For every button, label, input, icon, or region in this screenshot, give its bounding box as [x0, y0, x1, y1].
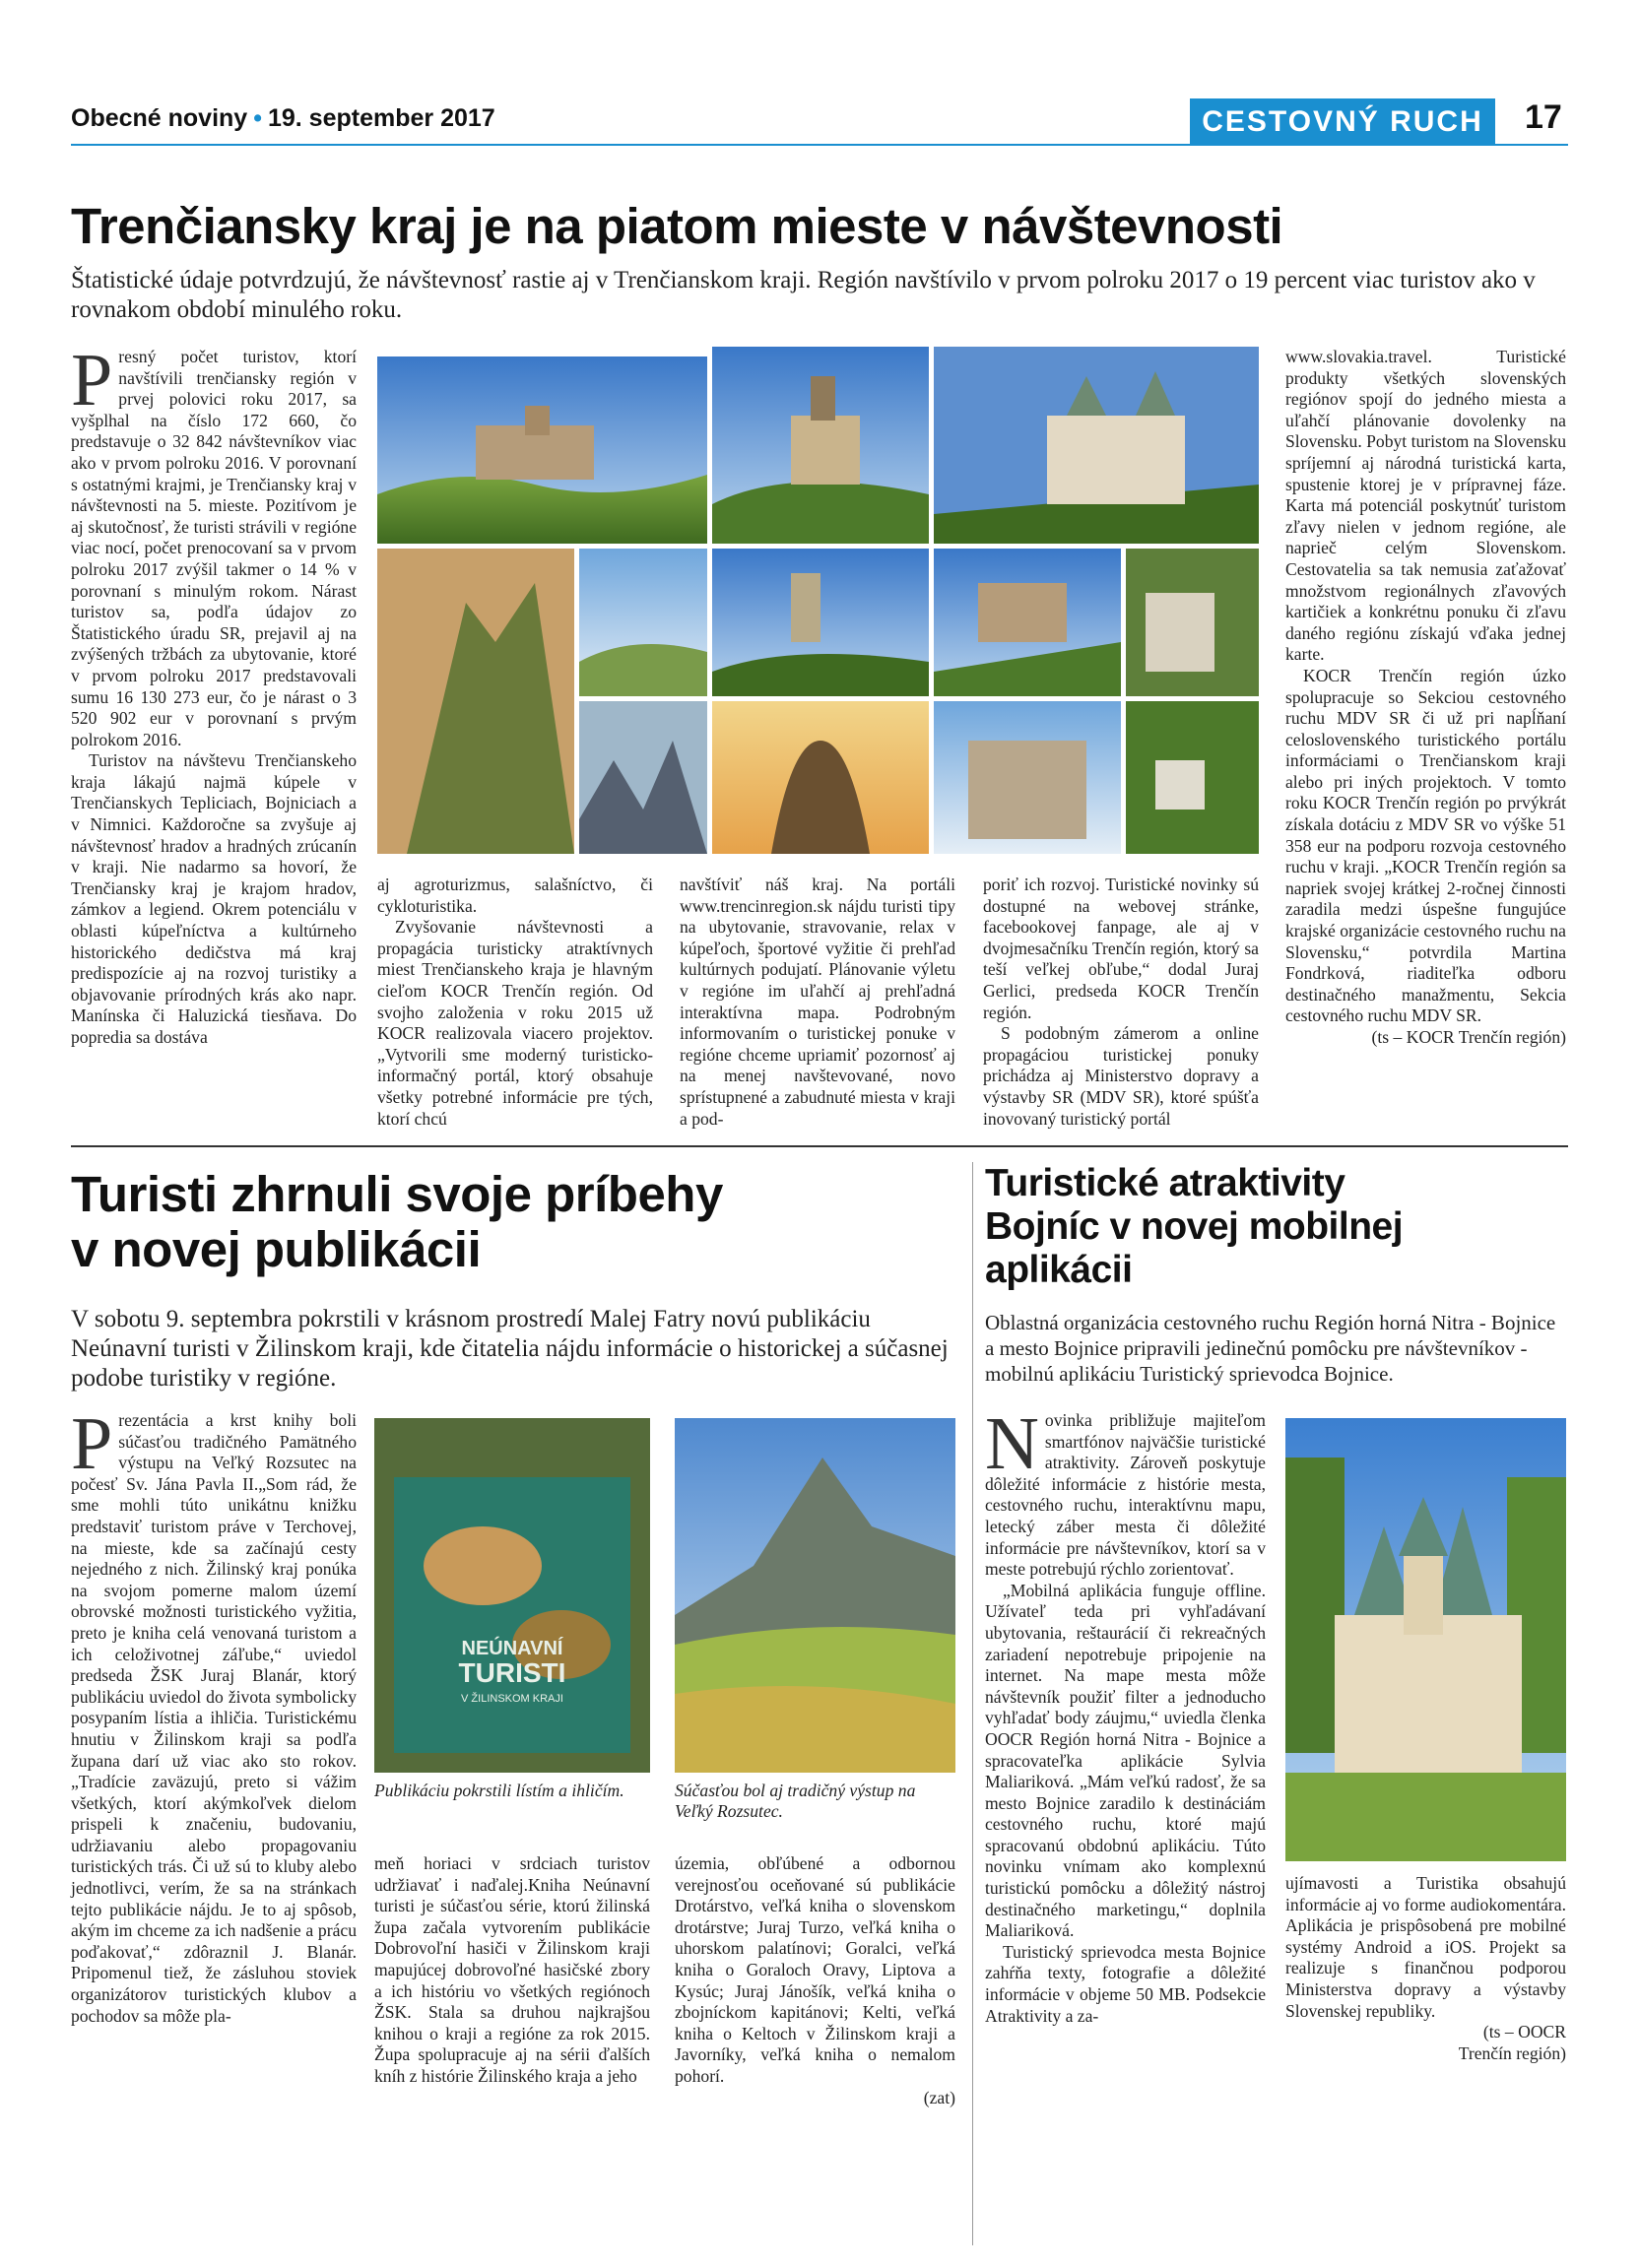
bullet-icon: • [253, 104, 262, 132]
paragraph: navštíviť náš kraj. Na portáli www.trencinregion.sk nájdu turisti tipy na ubytovanie, stravovanie, relax v kúpeľoch, športové vyžitie či prehľad kultúrnych podujatí. Plánovanie výletu v regióne im uľahčí aj prehľadná interaktívna mapa. Podrobným informovaním o turistickej ponuke v regióne chceme upriamiť pozornosť aj na menej navštevované, novo sprístupnené a zabudnuté miesta v kraji a pod- [680, 875, 955, 1129]
column-rule [972, 1162, 973, 2245]
paragraph: KOCR Trenčín región úzko spolupracuje so Sekciou cestovného ruchu MDV SR či už pri napĺňaní celoslovenského turistického portálu informáciami o Trenčianskom kraji alebo pri iných projektoch. V tomto roku KOCR Trenčín región po prvýkrát získala dotáciu z MDV SR vo výške 51 358 eur na podporu rozvoja cestovného ruchu v kraji. „KOCR Trenčín región sa napriek svojej krátkej 2-ročnej činnosti zaradila medzi úspešne fungujúce krajské organizácie cestovného ruchu na Slovensku,“ potvrdila Martina Fondrková, riaditeľka odboru destinačného manažmentu, Sekcia cestovného ruchu MDV SR. [1285, 665, 1566, 1026]
article2-column-2 [374, 1853, 650, 2237]
article3-signature: (ts – OOCR [1482, 2022, 1566, 2042]
book-photo [374, 1418, 650, 1773]
article1-column-4 [983, 875, 1259, 1129]
article2-lead: V sobotu 9. septembra pokrstili v krásnom prostredí Malej Fatry novú publikáciu Neúnavní turisti v Žilinskom kraji, kde čitatelia nájdu informácie o historickej a súčasnej podobe turistiky v regióne. [71, 1306, 949, 1392]
title-line: Bojníc v novej mobilnej [985, 1205, 1404, 1248]
article3-signature: Trenčín región) [1458, 2042, 1566, 2063]
article1-lead: Štatistické údaje potvrdzujú, že návštevnosť rastie aj v Trenčianskom kraji. Región navštívilo v prvom polroku 2017 o 19 percent viac turistov ako v rovnakom období minulého roku. [71, 267, 1536, 323]
paragraph: Turistov na návštevu Trenčianskeho kraja lákajú najmä kúpele v Trenčianskych Tepliciach, Bojniciach a v Nimnici. Každoročne sa zvyšuje aj návštevnosť hradov a hradných zrúcanín v kraji. Nie nadarmo sa hovorí, že Trenčiansky kraj je krajom hradov, zámkov a legiend. Okrem potenciálu v oblasti kúpeľníctva a kultúrneho historického dedičstva má kraj predispozície aj na rozvoj turistiky a objavovanie prírodných krás ako napr. Manínska či Haluzická tiesňava. Do popredia sa dostáva [71, 750, 357, 1047]
article2-title [71, 1167, 723, 1277]
paragraph: S podobným zámerom a online propagáciou turistickej ponuky prichádza aj Ministerstvo dopravy a výstavby SR (MDV SR), ktoré spúšťa inovovaný turistický portál [983, 1023, 1259, 1129]
paragraph: aj agroturizmus, salašníctvo, či cykloturistika. [377, 875, 653, 916]
bojnice-castle-photo [1285, 1418, 1566, 1861]
section-label: CESTOVNÝ RUCH [1190, 98, 1495, 146]
paragraph: Turistický sprievodca mesta Bojnice zahŕňa texty, fotografie a dôležité informácie v objeme 50 MB. Podsekcie Atraktivity a za- [985, 1941, 1266, 2026]
book-title-line: NEÚNAVNÍ [461, 1638, 563, 1659]
book-title-line: TURISTI [458, 1657, 566, 1688]
page-number: 17 [1525, 98, 1562, 136]
title-line: Turisti zhrnuli svoje príbehy [71, 1166, 723, 1222]
paragraph: rezentácia a krst knihy boli súčasťou tradičného Pamätného výstupu na Veľký Rozsutec na počesť Sv. Jána Pavla II.„Som rád, že sme mohli túto unikátnu knižku predstaviť turistom práve v Terchovej, na mieste, kde sa začínajú cesty nejedného z nich. Žilinský kraj ponúka na svojom pomerne malom území obrovské možnosti turistického vyžitia, preto je kniha celá venovaná turistom a ich celoživotnej záľube,“ uviedol predseda ŽSK Juraj Blanár, ktorý publikáciu uviedol do života symbolicky posypaním lístia a ihličia. Turistickému hnutiu v Žilinskom kraji sa podľa župana darí už viac ako sto rokov. „Tradície zaväzujú, preto si vážim všetkých, ktorí akýmkoľvek dielom prispeli k značeniu, budovaniu, udržiavaniu alebo propagovaniu turistických trás. Či už sú to kluby alebo jednotlivci, verím, že sa na stránkach tejto publikácie nájdu. Je to aj spôsob, akým im chceme za ich nadšenie a prácu poďakovať,“ zdôraznil J. Blanár. Pripomenul tiež, že zásluhou stoviek organizátorov turistických klubov a pochodov sa môže pla- [71, 1410, 357, 2026]
title-line: aplikácii [985, 1249, 1133, 1291]
photo-caption-right: Súčasťou bol aj tradičný výstup na Veľký Rozsutec. [675, 1781, 916, 1821]
dropcap: N [985, 1402, 1039, 1485]
article2-column-1 [71, 1402, 357, 2237]
dropcap: P [71, 1402, 113, 1485]
castle-photo-collage [377, 347, 1259, 859]
article3-column-1 [985, 1402, 1266, 2237]
header-rule [71, 144, 1568, 146]
paragraph: www.slovakia.travel. Turistické produkty všetkých slovenských regiónov spojí do jedného miesta a uľahčí plánovanie dovolenky na Slovensku. Pobyt turistom na Slovensku spríjemní aj národná turistická karta, spustenie ktorej je v prípravnej fáze. Karta má potenciál poskytnúť turistom zľavy nielen v jednom regióne, ale naprieč celým Slovenskom. Cestovatelia sa tak nemusia zaťažovať množstvom regionálnych zľavových kartičiek a konkrétnu ponuku či zľavu daného regiónu získajú vďaka jednej karte. [1285, 347, 1566, 665]
mountain-hike-photo [675, 1418, 955, 1773]
paragraph: územia, obľúbené a odbornou verejnosťou oceňované sú publikácie Drotárstvo, veľká kniha o slovenskom drotárstve; Juraj Turzo, veľká kniha o uhorskom palatínovi; Goralci, veľká kniha o Goraloch Oravy, Liptova a Kysúc; Juraj Jánošík, veľká kniha o zbojníckom kapitánovi; Kelti, veľká kniha o Keltoch v Žilinskom kraji a Javorníky, veľká kniha o nemalom pohorí. [675, 1853, 955, 2086]
book-title-line: V ŽILINSKOM KRAJI [461, 1693, 563, 1705]
article1-column-5 [1285, 347, 1566, 1134]
article1-title: Trenčiansky kraj je na piatom mieste v návštevnosti [71, 198, 1283, 254]
article3-lead: Oblastná organizácia cestovného ruchu Región horná Nitra - Bojnice a mesto Bojnice pripravili jedinečnú pomôcku pre návštevníkov - mobilnú aplikáciu Turistický sprievodca Bojnice. [985, 1311, 1556, 1386]
article2-signature: (zat) [923, 2087, 955, 2107]
paragraph: „Mobilná aplikácia funguje offline. Užívateľ teda pri vyhľadávaní ubytovania, reštaurácií či rekreačných zariadení nepotrebuje pripojenie na internet. Na mape mesta môže návštevník použiť filter a jednoducho vyhľadať body záujmu,“ uviedla členka OOCR Región horná Nitra - Bojnice a spracovateľka aplikácie Sylvia Maliariková. „Mám veľkú radosť, že sa mesto Bojnice zaradilo k destináciám cestovného ruchu, ktoré majú spracovanú obdobnú aplikáciu. Túto novinku vnímam ako komplexnú turistickú pomôcku a dôležitý nástroj destinačného marketingu,“ doplnila Maliariková. [985, 1580, 1266, 1941]
article1-signature: (ts – KOCR Trenčín región) [1371, 1027, 1566, 1047]
title-line: Turistické atraktivity [985, 1162, 1345, 1204]
dropcap: P [71, 339, 113, 421]
paragraph: Zvyšovanie návštevnosti a propagácia turisticky atraktívnych miest Trenčianskeho kraja je hlavným cieľom KOCR Trenčín región. Od svojho založenia v roku 2015 už KOCR realizovala viacero projektov. „Vytvorili sme moderný turisticko-informačný portál, ktorý obsahuje všetky potrebné informácie pre tých, ktorí chcú [377, 917, 653, 1129]
section-divider [71, 1145, 1568, 1147]
paragraph: poriť ich rozvoj. Turistické novinky sú dostupné na webovej stránke, facebookovej fanpage, ale aj v dvojmesačníku Trenčín región, ktorý sa teší veľkej obľube,“ dodal Juraj Gerlici, predseda KOCR Trenčín región. [983, 875, 1259, 1022]
paragraph: ujímavosti a Turistika obsahujú informácie aj vo forme audiokomentára. Aplikácia je prispôsobená pre mobilné systémy Android a iOS. Projekt sa realizuje s finančnou podporou Ministerstva dopravy a výstavby Slovenskej republiky. [1285, 1873, 1566, 2021]
photo-caption-left: Publikáciu pokrstili lístím a ihličím. [374, 1781, 624, 1800]
article1-column-3 [680, 875, 955, 1129]
paper-name: Obecné noviny [71, 104, 248, 132]
article3-title [985, 1162, 1403, 1292]
article3-column-2 [1285, 1873, 1566, 2237]
paragraph: resný počet turistov, ktorí navštívili trenčiansky región v prvej polovici roku 2017, sa vyšplhal na číslo 172 660, čo predstavuje o 32 842 návštevníkov viac ako v prvom polroku 2016. V porovnaní s ostatnými krajmi, je Trenčiansky kraj v návštevnosti na 5. mieste. Pozitívom je aj skutočnosť, že turisti strávili v regióne viac nocí, počet prenocovaní sa v prvom polroku 2017 zvýšil takmer o 14 % v porovnaní s minulým rokom. Nárast turistov sa, podľa údajov zo Štatistického úradu SR, prejavil aj na zvýšených tržbách za ubytovanie, ktoré v prvom polroku 2017 predstavovali sumu 16 130 273 eur, čo je nárast o 3 520 902 eur v porovnaní s prvým polrokom 2016. [71, 347, 357, 749]
article1-column-2 [377, 875, 653, 1129]
issue-date: 19. september 2017 [267, 104, 495, 132]
article1-column-1 [71, 339, 357, 1115]
paragraph: ovinka približuje majiteľom smartfónov najväčšie turistické atraktivity. Zároveň poskytuje dôležité informácie z histórie mesta, cestovného ruchu, interaktívnu mapu, letecký záber mesta či dôležité informácie pre návštevníkov, ktorí sa v meste potrebujú rýchlo zorientovať. [985, 1410, 1266, 1580]
article2-column-3 [675, 1853, 955, 2237]
title-line: v novej publikácii [71, 1221, 482, 1277]
paragraph: meň horiaci v srdciach turistov udržiavať i naďalej.Kniha Neúnavní turisti je súčasťou série, ktorú žilinská župa začala vytvorením publikácie Dobrovoľní hasiči v Žilinskom kraji mapujúcej dobrovoľné hasičské zbory a ich históriu vo všetkých regiónoch ŽSK. Stala sa druhou najkrajšou knihou o kraji a regióne za rok 2015. Župa spolupracuje aj na sérii ďalších kníh z histórie Žilinského kraja a jeho [374, 1853, 650, 2086]
masthead [71, 104, 495, 133]
